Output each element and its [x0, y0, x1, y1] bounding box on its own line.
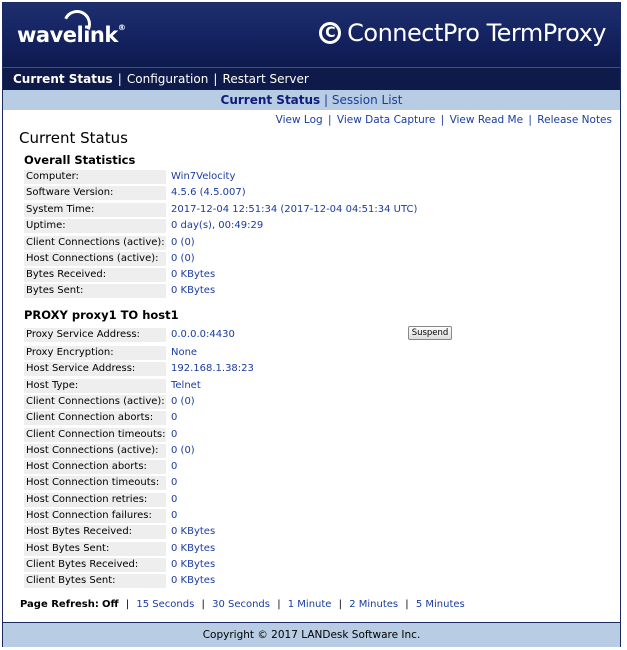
page-refresh-current: Off	[102, 599, 119, 610]
proxy-value: 0 KBytes	[171, 559, 216, 570]
proxy-label: Client Bytes Sent:	[24, 574, 166, 588]
proxy-label: Host Bytes Sent:	[24, 542, 166, 556]
link-separator: |	[328, 114, 332, 126]
sub-nav	[3, 90, 620, 110]
proxy-label: Host Type:	[24, 379, 166, 393]
proxy-label: Proxy Service Address:	[24, 328, 166, 342]
page-refresh-label: Page Refresh:	[20, 599, 99, 610]
stat-row-client-connections	[24, 236, 614, 250]
refresh-5-minutes[interactable]: 5 Minutes	[415, 599, 465, 610]
proxy-label: Host Connection failures:	[24, 509, 166, 523]
stat-label: Computer:	[24, 170, 166, 184]
stat-label: System Time:	[24, 203, 166, 217]
refresh-15-seconds[interactable]: 15 Seconds	[136, 599, 195, 610]
proxy-value: 0	[171, 429, 178, 440]
topnav-separator: |	[213, 72, 218, 86]
proxy-value: 0 KBytes	[171, 575, 216, 586]
copyright-text: Copyright © 2017 LANDesk Software Inc.	[202, 629, 421, 641]
proxy-value: 0	[171, 477, 178, 488]
stat-label: Bytes Received:	[24, 268, 166, 282]
proxy-row-client-bytes-received	[24, 558, 614, 572]
footer	[3, 622, 620, 647]
proxy-label: Client Connections (active):	[26, 396, 165, 407]
stat-value: 4.5.6 (4.5.007)	[171, 187, 246, 198]
proxy-row-client-connections	[24, 395, 614, 409]
overall-statistics-heading: Overall Statistics	[24, 153, 136, 167]
proxy-value: 0 KBytes	[171, 543, 216, 554]
logo-registered-mark: ®	[117, 23, 126, 32]
proxy-row-host-timeouts	[24, 476, 614, 490]
stat-value: 0 (0)	[171, 237, 195, 248]
stat-value: 2017-12-04 12:51:34 (2017-12-04 04:51:34 UTC)	[171, 204, 418, 215]
topnav-current-status[interactable]: Current Status	[13, 72, 113, 86]
header-banner	[3, 3, 620, 67]
refresh-1-minute[interactable]: 1 Minute	[287, 599, 332, 610]
page-frame	[2, 2, 621, 647]
refresh-separator: |	[338, 599, 343, 610]
stat-row-bytes-sent	[24, 284, 614, 298]
stat-value: Win7Velocity	[171, 171, 236, 182]
subnav-session-list[interactable]: Session List	[331, 93, 403, 107]
topnav-configuration[interactable]: Configuration	[126, 72, 209, 86]
proxy-label: Host Connection timeouts:	[24, 476, 166, 490]
refresh-separator: |	[405, 599, 409, 610]
stat-value: 0 KBytes	[171, 269, 216, 280]
view-log-link[interactable]: View Log	[275, 114, 323, 126]
proxy-label: Proxy Encryption:	[24, 346, 166, 360]
proxy-value: 0 KBytes	[171, 526, 216, 537]
proxy-row-host-service-address	[24, 362, 614, 376]
proxy-label: Host Connection retries:	[24, 493, 166, 507]
subnav-separator: |	[324, 93, 329, 107]
stat-label: Client Connections (active):	[26, 237, 165, 248]
proxy-label: Host Bytes Received:	[24, 525, 166, 539]
proxy-row-host-bytes-received	[24, 525, 614, 539]
stat-row-software-version	[24, 186, 614, 200]
proxy-row-host-retries	[24, 493, 614, 507]
connectpro-c-icon: C	[319, 22, 341, 44]
subnav-current-status[interactable]: Current Status	[220, 93, 321, 107]
proxy-value: 0 (0)	[171, 445, 195, 456]
stat-label: Bytes Sent:	[24, 284, 166, 298]
stat-label: Software Version:	[24, 186, 166, 200]
stat-value: 0 day(s), 00:49:29	[171, 220, 264, 231]
refresh-separator: |	[277, 599, 281, 610]
stat-row-bytes-received	[24, 268, 614, 282]
proxy-value: 0	[171, 461, 178, 472]
proxy-row-host-failures	[24, 509, 614, 523]
product-title-text: ConnectPro TermProxy	[347, 19, 606, 47]
page-refresh-bar	[20, 599, 465, 610]
refresh-30-seconds[interactable]: 30 Seconds	[212, 599, 270, 610]
proxy-label: Host Connections (active):	[24, 444, 166, 458]
link-separator: |	[528, 114, 532, 126]
proxy-row-encryption	[24, 346, 614, 360]
proxy-label: Client Connection aborts:	[24, 411, 166, 425]
top-nav	[3, 67, 620, 90]
product-title	[319, 19, 606, 47]
stat-value: 0 KBytes	[171, 285, 216, 296]
stat-label: Uptime:	[24, 219, 166, 233]
proxy-value: 0 (0)	[171, 396, 195, 407]
view-data-capture-link[interactable]: View Data Capture	[336, 114, 436, 126]
proxy-value: 0	[171, 510, 178, 521]
stat-row-computer	[24, 170, 614, 184]
proxy-row-client-bytes-sent	[24, 574, 614, 588]
proxy-row-client-aborts	[24, 411, 614, 425]
page-title: Current Status	[19, 129, 128, 147]
proxy-value: 0.0.0.0:4430	[171, 329, 235, 340]
stat-label: Host Connections (active):	[24, 252, 166, 266]
main-content	[3, 110, 620, 620]
proxy-row-host-connections	[24, 444, 614, 458]
link-separator: |	[440, 114, 445, 126]
proxy-label: Host Connection aborts:	[24, 460, 166, 474]
proxy-label: Client Bytes Received:	[24, 558, 166, 572]
proxy-row-host-bytes-sent	[24, 542, 614, 556]
stat-row-host-connections	[24, 252, 614, 266]
proxy-value: Telnet	[171, 380, 201, 391]
topnav-separator: |	[117, 72, 122, 86]
topnav-restart-server[interactable]: Restart Server	[222, 72, 309, 86]
release-notes-link[interactable]: Release Notes	[537, 114, 612, 126]
proxy-value: None	[171, 347, 198, 358]
proxy-row-host-type	[24, 379, 614, 393]
proxy-row-host-aborts	[24, 460, 614, 474]
proxy-heading: PROXY proxy1 TO host1	[24, 308, 179, 322]
refresh-2-minutes[interactable]: 2 Minutes	[349, 599, 399, 610]
logo-text: wavelink	[17, 23, 118, 47]
proxy-value: 192.168.1.38:23	[171, 363, 254, 374]
utility-links	[276, 114, 612, 126]
refresh-separator: |	[125, 599, 130, 610]
proxy-label: Client Connection timeouts:	[26, 429, 166, 440]
proxy-value: 0	[171, 412, 178, 423]
proxy-label: Host Service Address:	[24, 362, 166, 376]
suspend-button[interactable]: Suspend	[408, 326, 452, 340]
refresh-separator: |	[201, 599, 205, 610]
view-read-me-link[interactable]: View Read Me	[449, 114, 524, 126]
proxy-row-client-timeouts	[24, 428, 614, 442]
proxy-value: 0	[171, 494, 178, 505]
stat-row-uptime	[24, 219, 614, 233]
stat-row-system-time	[24, 203, 614, 217]
proxy-row-service-address	[24, 328, 614, 342]
stat-value: 0 (0)	[171, 253, 195, 264]
